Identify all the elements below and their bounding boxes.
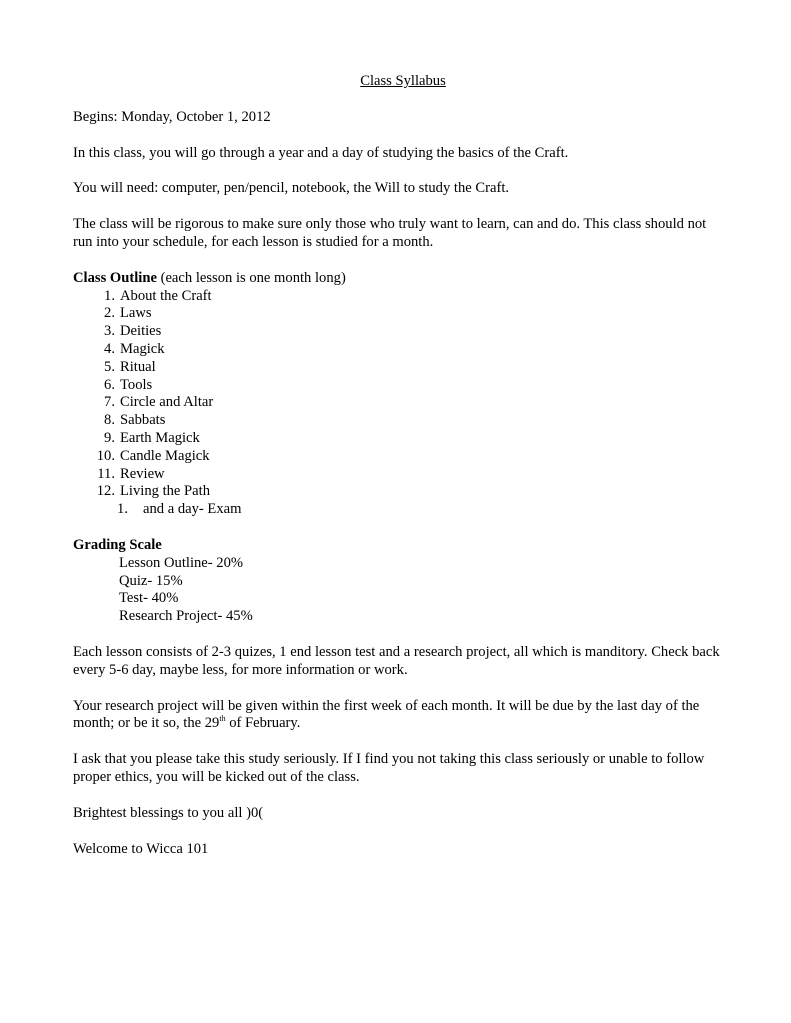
class-outline-heading <box>73 270 723 288</box>
grading-scale-heading <box>73 537 723 555</box>
list-item <box>73 359 723 377</box>
list-item-label: Earth Magick <box>120 429 200 446</box>
page-title: Class Syllabus <box>360 73 446 89</box>
list-item <box>73 412 723 430</box>
list-item-label: Living the Path <box>120 483 210 500</box>
list-item-number: 9. <box>104 429 115 446</box>
grading-scale-title: Grading Scale <box>73 536 162 553</box>
syllabus-page <box>73 73 723 876</box>
list-item <box>73 466 723 484</box>
sub-list-item-number: 1. <box>117 501 128 518</box>
blessings-line: Brightest blessings to you all )0( <box>73 804 264 821</box>
sub-list-item-label: and a day- Exam <box>143 501 242 518</box>
list-item <box>73 483 723 501</box>
list-item-label: About the Craft <box>120 287 212 304</box>
welcome-line: Welcome to Wicca 101 <box>73 840 209 857</box>
research-text-end: of February. <box>225 715 301 732</box>
list-item-number: 11. <box>97 465 115 482</box>
lesson-info-paragraph: Each lesson consists of 2-3 quizes, 1 end lesson test and a research project, all which is manditory. Check back every 5-6 day, maybe less, for more information or work. <box>73 643 720 678</box>
class-outline-note: (each lesson is one month long) <box>156 269 346 286</box>
list-item-number: 4. <box>104 340 115 357</box>
list-item <box>73 448 723 466</box>
ordinal-suffix: th <box>219 714 226 724</box>
list-item <box>73 430 723 448</box>
class-outline-title: Class Outline <box>73 269 157 286</box>
sub-list-item <box>73 501 723 519</box>
list-item-number: 3. <box>104 323 115 340</box>
list-item <box>73 288 723 306</box>
list-item-number: 7. <box>104 394 115 411</box>
list-item <box>73 305 723 323</box>
requirements-paragraph: You will need: computer, pen/pencil, notebook, the Will to study the Craft. <box>73 180 510 197</box>
intro-paragraph: In this class, you will go through a year and a day of studying the basics of the Craft. <box>73 144 569 161</box>
list-item-number: 1. <box>104 287 115 304</box>
list-item-number: 12. <box>96 483 115 500</box>
begins-date: Begins: Monday, October 1, 2012 <box>73 108 271 125</box>
list-item-label: Laws <box>120 305 152 322</box>
list-item-label: Review <box>120 465 165 482</box>
research-text: Your research project will be given within the first week of each month. It will be due by the last day of the month; or be it so, the 29 <box>73 697 700 732</box>
list-item-number: 10. <box>96 447 115 464</box>
spacer <box>73 626 723 644</box>
list-item-label: Deities <box>120 323 162 340</box>
spacer <box>73 519 723 537</box>
grading-item-test: Test- 40% <box>119 590 179 607</box>
seriously-paragraph: I ask that you please take this study seriously. If I find you not taking this class seriously or unable to follow proper ethics, you will be kicked out of the class. <box>73 751 705 785</box>
list-item-label: Candle Magick <box>120 447 210 464</box>
class-outline-list <box>73 288 723 502</box>
list-item-number: 5. <box>104 358 115 375</box>
list-item-label: Circle and Altar <box>120 394 214 411</box>
list-item-label: Magick <box>120 340 165 357</box>
list-item <box>73 341 723 359</box>
list-item-label: Ritual <box>120 358 156 375</box>
grading-item-quiz: Quiz- 15% <box>119 572 183 589</box>
grading-item-research-project: Research Project- 45% <box>119 608 253 625</box>
list-item-number: 6. <box>104 376 115 393</box>
list-item-label: Sabbats <box>120 412 166 429</box>
list-item-label: Tools <box>120 376 153 393</box>
rigor-paragraph: The class will be rigorous to make sure only those who truly want to learn, can and do. This class should not run into your schedule, for each lesson is studied for a month. <box>73 216 707 250</box>
list-item <box>73 394 723 412</box>
research-paragraph <box>73 698 723 734</box>
list-item-number: 2. <box>104 305 115 322</box>
list-item <box>73 323 723 341</box>
list-item <box>73 377 723 395</box>
list-item-number: 8. <box>104 412 115 429</box>
grading-item-lesson-outline: Lesson Outline- 20% <box>119 554 244 571</box>
